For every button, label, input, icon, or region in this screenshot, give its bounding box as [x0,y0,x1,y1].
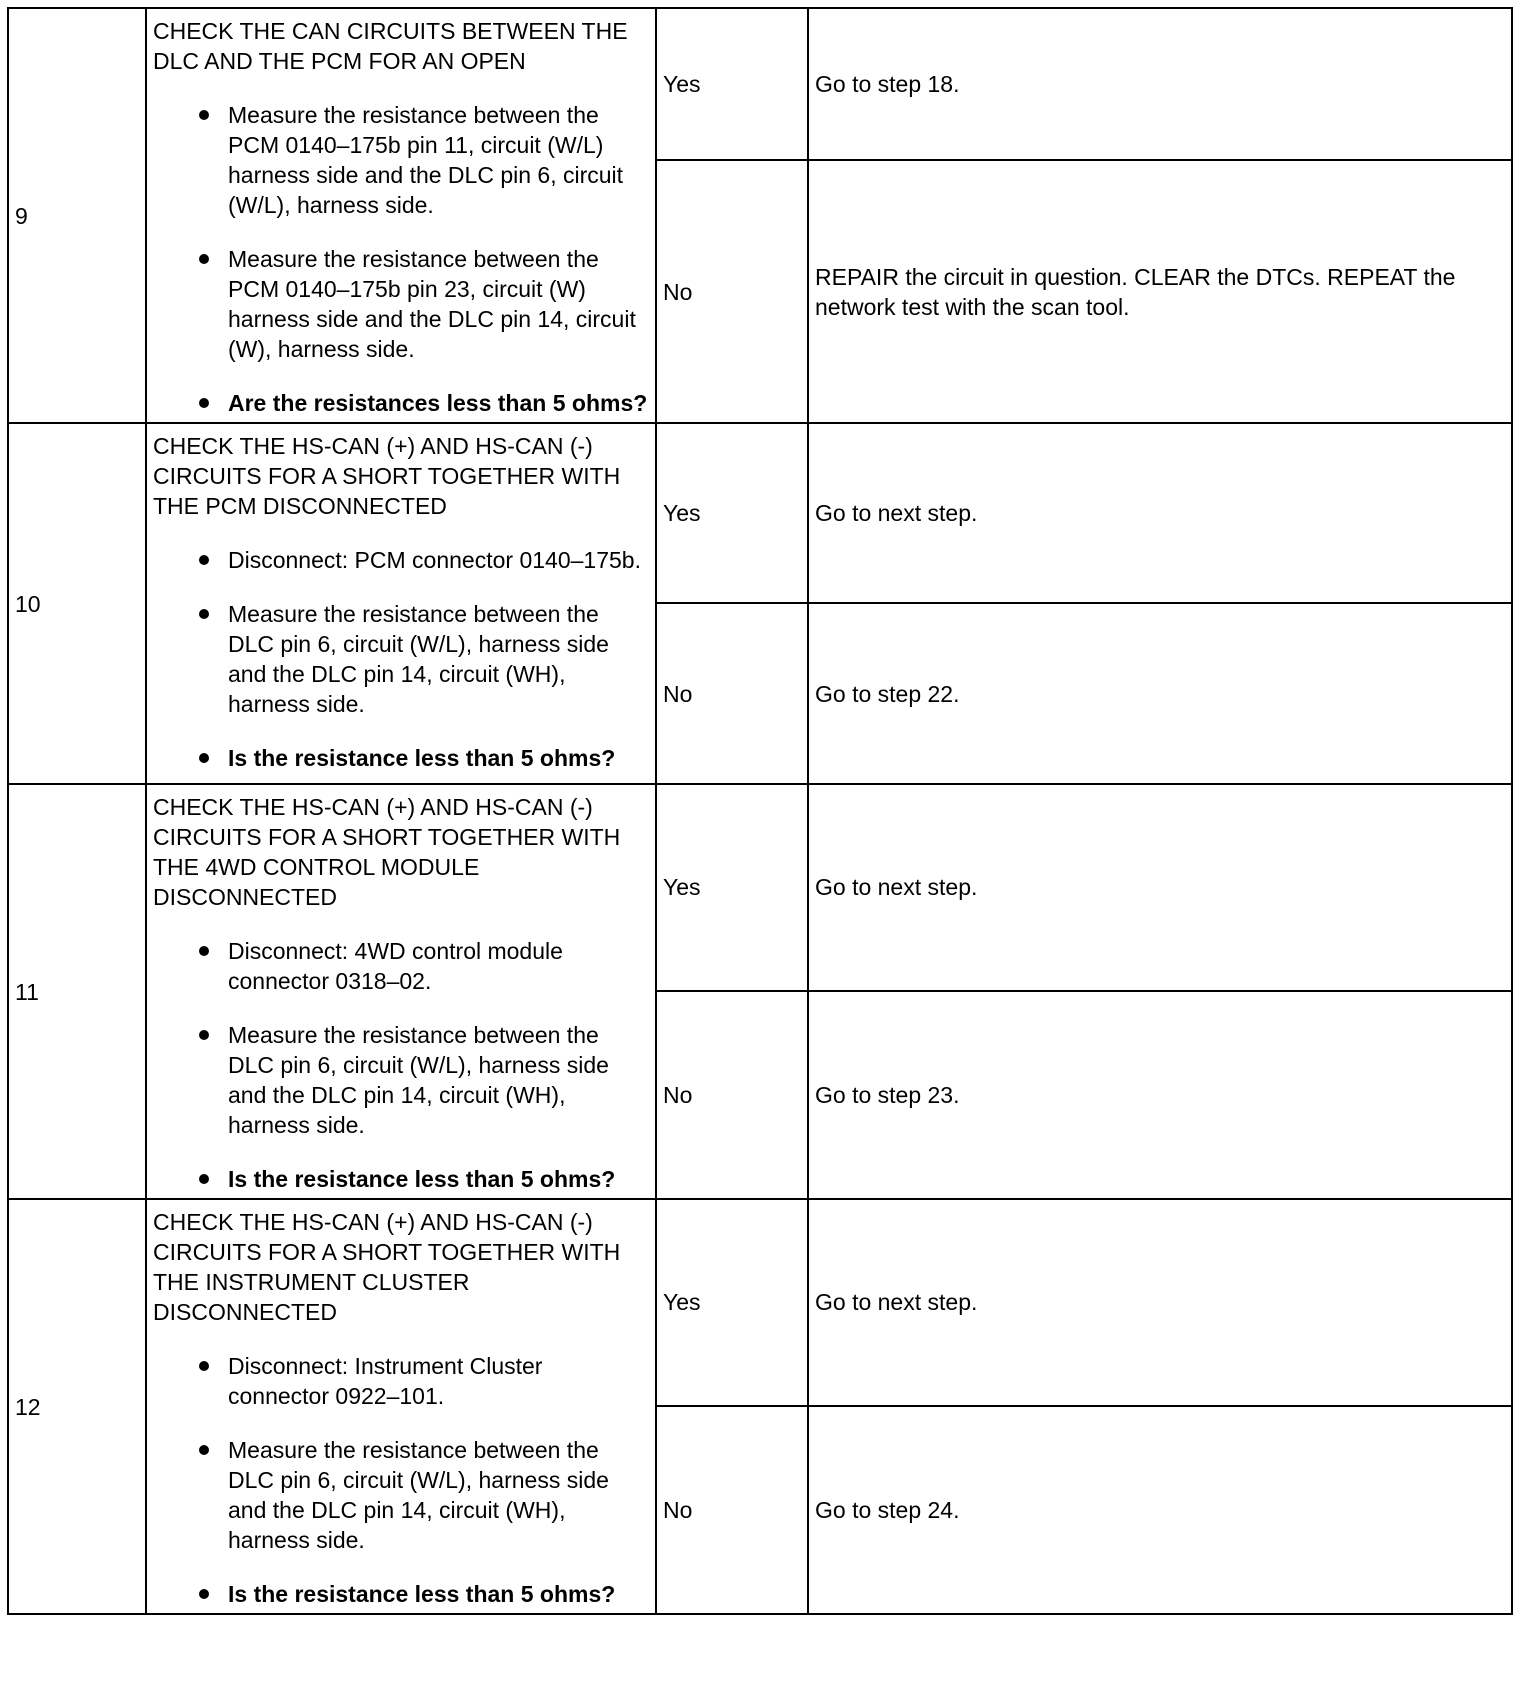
step-12-yes-row [8,1199,1512,1406]
step-10-yes-row [8,423,1512,603]
step-question: Is the resistance less than 5 ohms? [153,1579,649,1609]
instruction-item: Disconnect: Instrument Cluster connector 0922–101. [153,1351,649,1411]
instruction-item: Measure the resistance between the DLC pin 6, circuit (W/L), harness side and the DLC pin 14, circuit (WH), harness side. [153,1020,649,1140]
step-instructions [153,545,649,773]
step-number: 10 [8,423,146,784]
step-title: CHECK THE HS-CAN (+) AND HS-CAN (-) CIRCUITS FOR A SHORT TOGETHER WITH THE PCM DISCONNECTED [153,433,621,519]
step-question: Is the resistance less than 5 ohms? [153,1164,649,1194]
step-question: Is the resistance less than 5 ohms? [153,743,649,773]
step-9-yes-row [8,8,1512,160]
step-11-yes-row [8,784,1512,991]
step-title: CHECK THE CAN CIRCUITS BETWEEN THE DLC AND THE PCM FOR AN OPEN [153,18,628,74]
step-number: 11 [8,784,146,1199]
step-number: 9 [8,8,146,423]
action-yes: Go to next step. [808,1199,1512,1406]
action-no: REPAIR the circuit in question. CLEAR the DTCs. REPEAT the network test with the scan tool. [808,160,1512,423]
action-no: Go to step 22. [808,603,1512,784]
step-description [146,8,656,423]
action-yes: Go to step 18. [808,8,1512,160]
action-yes: Go to next step. [808,423,1512,603]
step-description [146,1199,656,1614]
answer-no: No [656,1406,808,1614]
step-instructions [153,1351,649,1609]
instruction-item: Measure the resistance between the PCM 0140–175b pin 23, circuit (W) harness side and the DLC pin 14, circuit (W), harness side. [153,244,649,364]
action-no: Go to step 24. [808,1406,1512,1614]
diagnostic-steps-table [7,7,1513,1615]
step-title: CHECK THE HS-CAN (+) AND HS-CAN (-) CIRCUITS FOR A SHORT TOGETHER WITH THE INSTRUMENT CLUSTER DISCONNECTED [153,1209,621,1325]
instruction-item: Disconnect: PCM connector 0140–175b. [153,545,649,575]
step-description [146,423,656,784]
instruction-item: Measure the resistance between the DLC pin 6, circuit (W/L), harness side and the DLC pin 14, circuit (WH), harness side. [153,1435,649,1555]
answer-no: No [656,603,808,784]
step-instructions [153,936,649,1194]
answer-no: No [656,991,808,1199]
step-number: 12 [8,1199,146,1614]
answer-yes: Yes [656,1199,808,1406]
instruction-item: Disconnect: 4WD control module connector 0318–02. [153,936,649,996]
step-question: Are the resistances less than 5 ohms? [153,388,649,418]
answer-no: No [656,160,808,423]
instruction-item: Measure the resistance between the PCM 0140–175b pin 11, circuit (W/L) harness side and the DLC pin 6, circuit (W/L), harness side. [153,100,649,220]
instruction-item: Measure the resistance between the DLC pin 6, circuit (W/L), harness side and the DLC pin 14, circuit (WH), harness side. [153,599,649,719]
step-instructions [153,100,649,418]
answer-yes: Yes [656,8,808,160]
action-no: Go to step 23. [808,991,1512,1199]
step-description [146,784,656,1199]
answer-yes: Yes [656,784,808,991]
step-title: CHECK THE HS-CAN (+) AND HS-CAN (-) CIRCUITS FOR A SHORT TOGETHER WITH THE 4WD CONTROL MODULE DISCONNECTED [153,794,621,910]
answer-yes: Yes [656,423,808,603]
action-yes: Go to next step. [808,784,1512,991]
